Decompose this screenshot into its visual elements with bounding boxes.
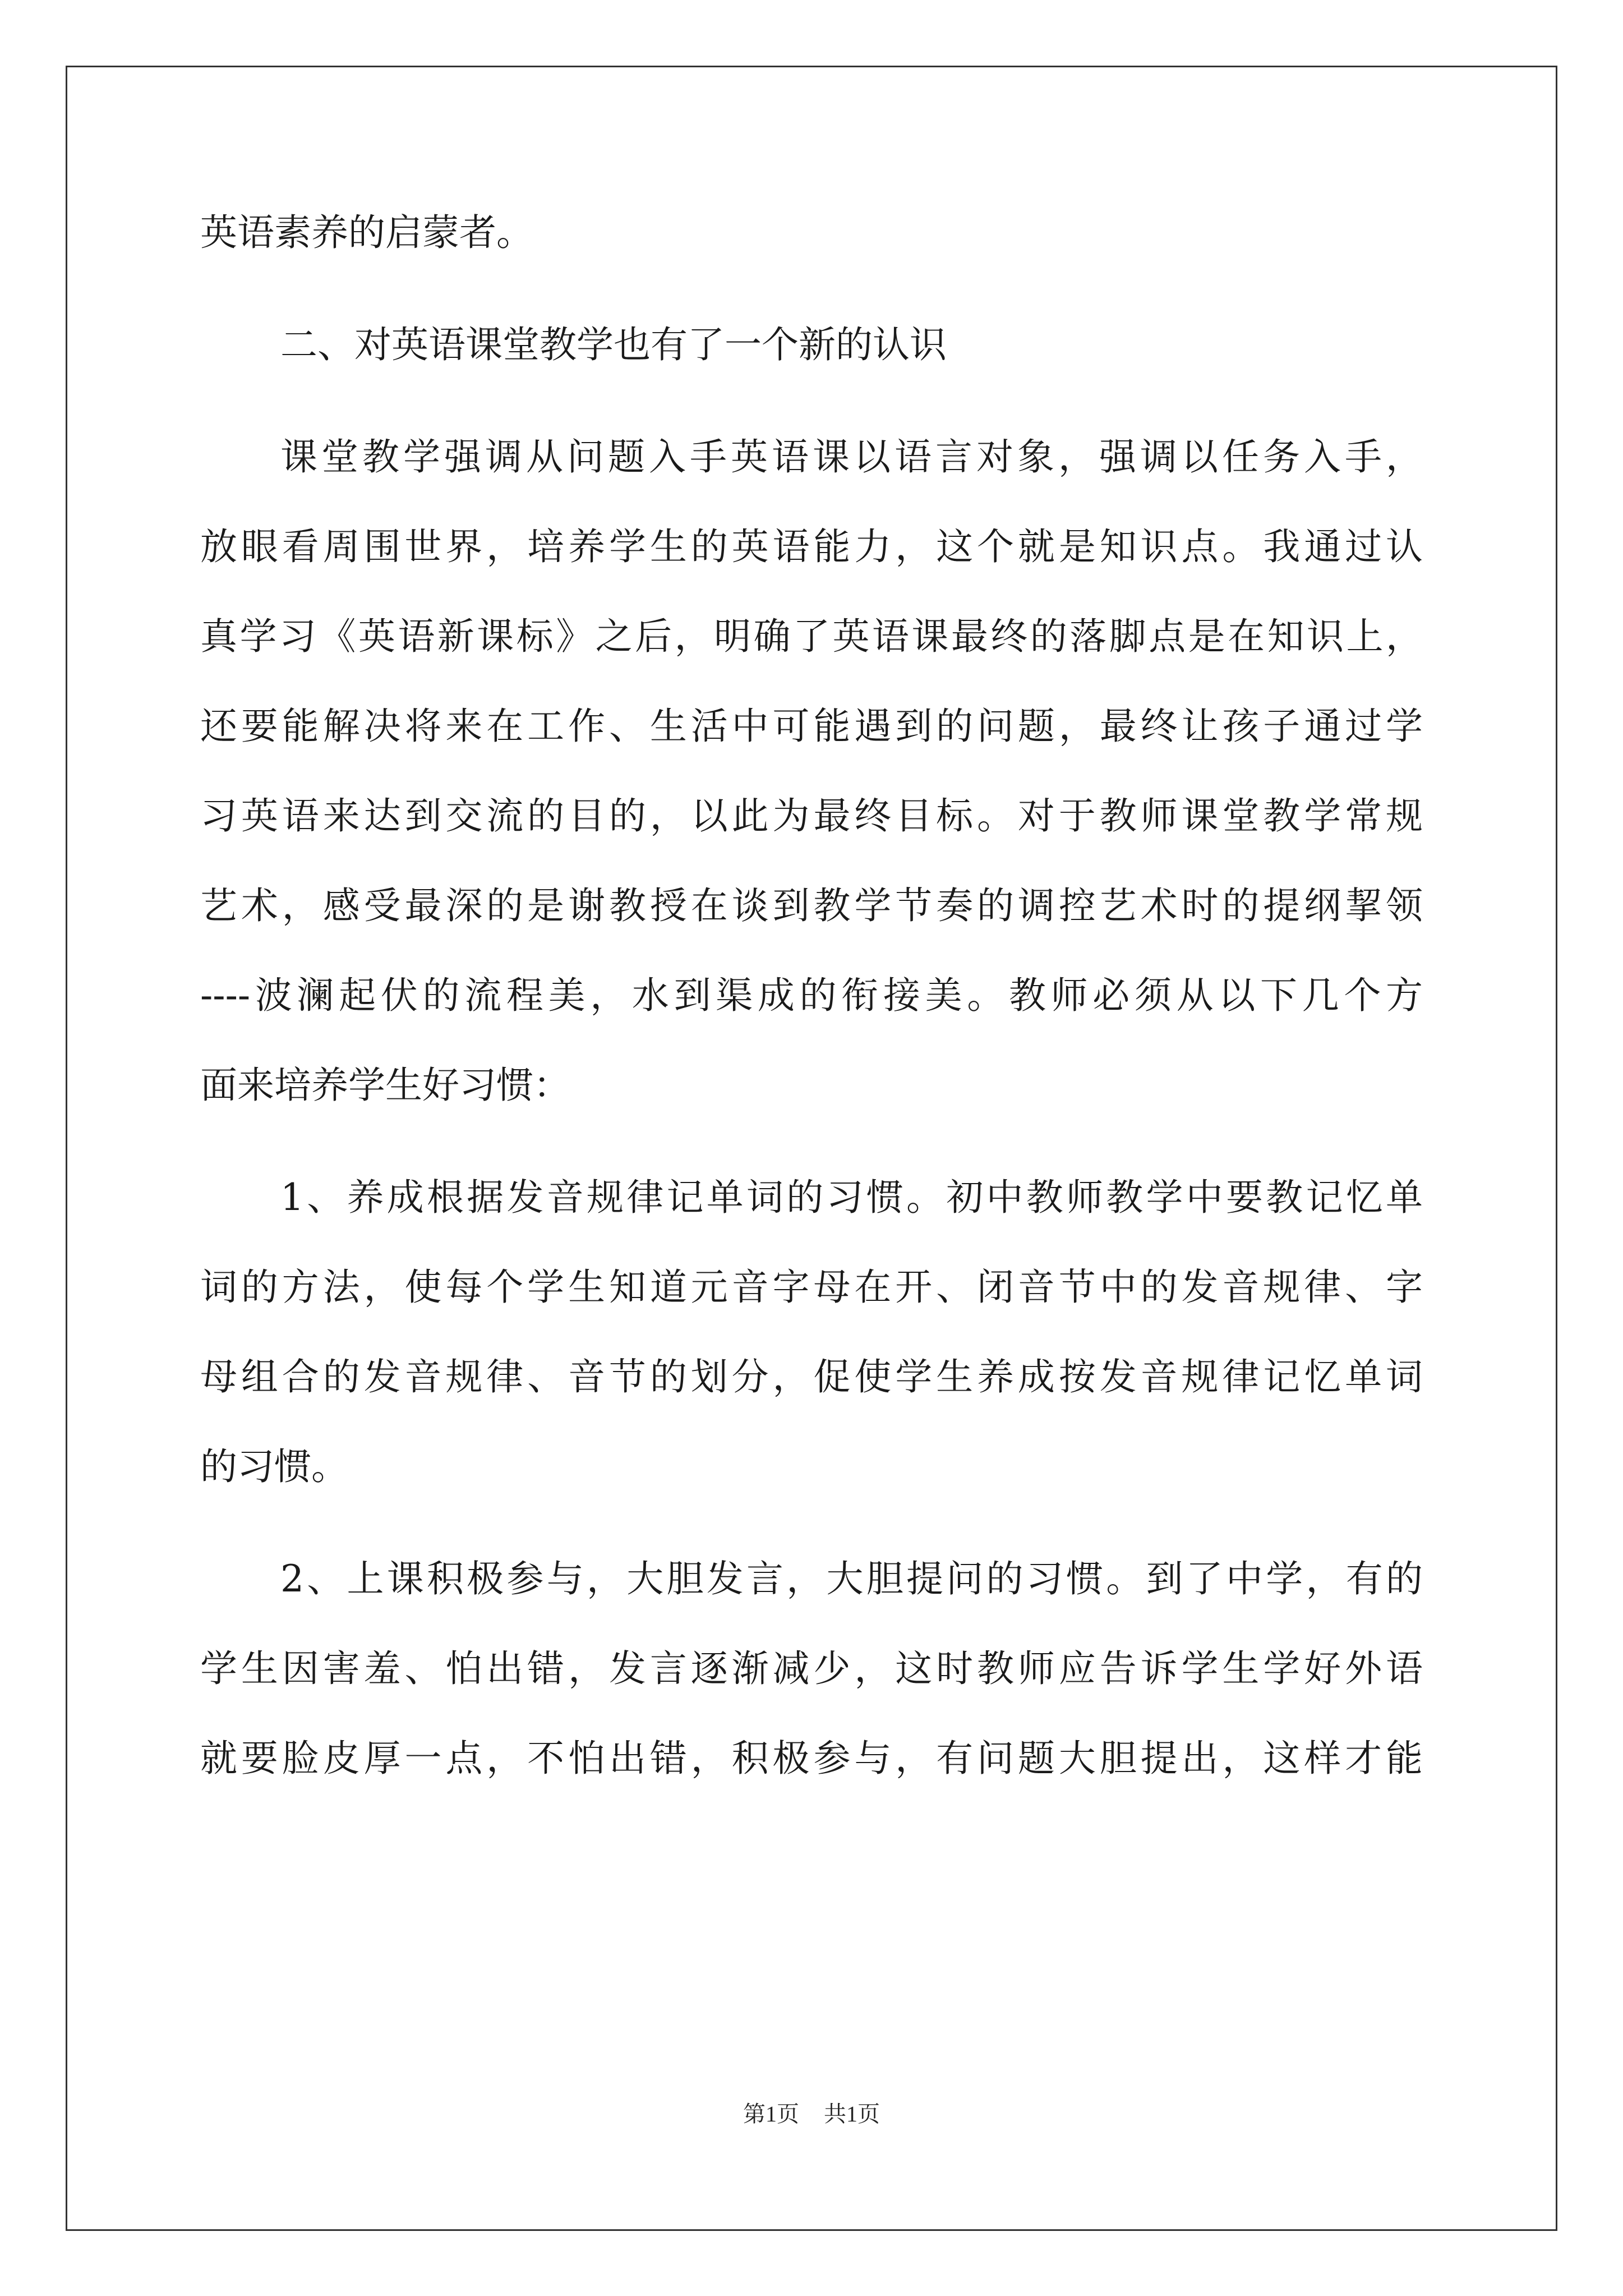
- text-line: 放眼看周围世界，培养学生的英语能力，这个就是知识点。我通过认: [200, 525, 1423, 568]
- text-line: 真学习《英语新课标》之后，明确了英语课最终的落脚点是在知识上，: [200, 615, 1423, 658]
- text-line: 习英语来达到交流的目的，以此为最终目标。对于教师课堂教学常规: [200, 794, 1423, 838]
- text-line: 面来培养学生好习惯：: [200, 1064, 570, 1107]
- page-total: 共1页: [824, 2101, 880, 2127]
- page-footer: [0, 2100, 1623, 2128]
- text-line: 词的方法，使每个学生知道元音字母在开、闭音节中的发音规律、字: [200, 1266, 1423, 1309]
- text-line: 还要能解决将来在工作、生活中可能遇到的问题，最终让孩子通过学: [200, 705, 1423, 748]
- text-line: 母组合的发音规律、音节的划分，促使学生养成按发音规律记忆单词: [200, 1355, 1423, 1398]
- list-item-2: 2、上课积极参与，大胆发言，大胆提问的习惯。到了中学，有的: [280, 1557, 1423, 1600]
- page-border: [66, 66, 1557, 2231]
- text-line: 课堂教学强调从问题入手英语课以语言对象，强调以任务入手，: [280, 435, 1423, 478]
- text-line: 的习惯。: [200, 1445, 348, 1488]
- text-line: 学生因害羞、怕出错，发言逐渐减少，这时教师应告诉学生学好外语: [200, 1647, 1423, 1690]
- text-line: 英语素养的启蒙者。: [200, 211, 533, 254]
- text-line: 艺术，感受最深的是谢教授在谈到教学节奏的调控艺术时的提纲挈领: [200, 884, 1423, 927]
- list-item-1: 1、养成根据发音规律记单词的习惯。初中教师教学中要教记忆单: [280, 1176, 1423, 1219]
- text-line: ----波澜起伏的流程美，水到渠成的衔接美。教师必须从以下几个方: [200, 974, 1423, 1017]
- page-number: 第1页: [743, 2101, 799, 2127]
- section-heading: 二、对英语课堂教学也有了一个新的认识: [280, 323, 947, 366]
- text-line: 就要脸皮厚一点，不怕出错，积极参与，有问题大胆提出，这样才能: [200, 1737, 1423, 1780]
